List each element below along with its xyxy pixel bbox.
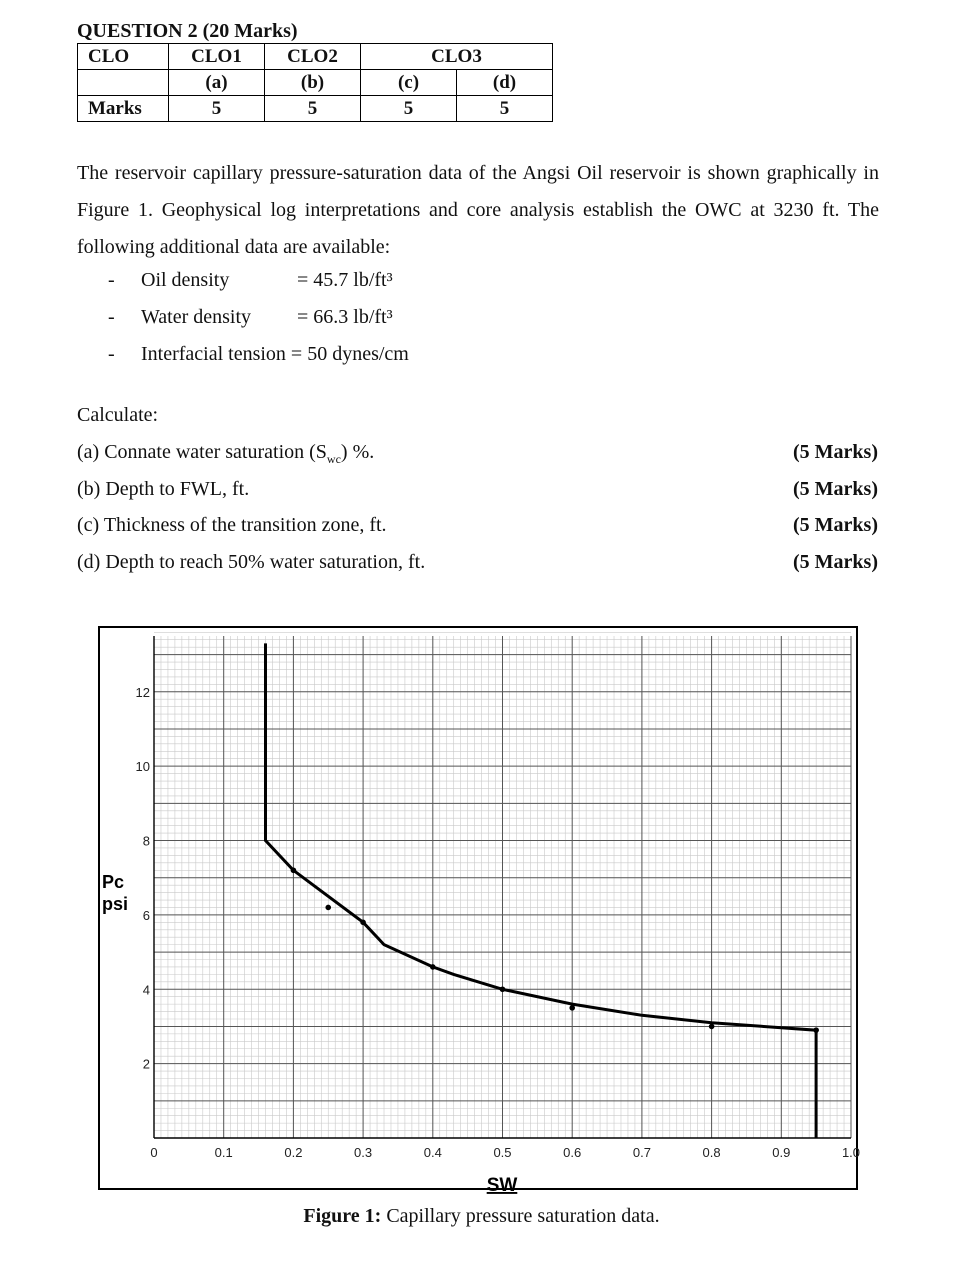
data-point bbox=[813, 1027, 819, 1033]
x-tick-label: 0.8 bbox=[702, 1145, 721, 1160]
table-cell: (b) bbox=[265, 70, 361, 96]
table-cell bbox=[78, 70, 169, 96]
table-row bbox=[78, 44, 553, 70]
y-tick-label: 2 bbox=[142, 1056, 150, 1072]
table-row bbox=[78, 70, 553, 96]
chart-svg bbox=[100, 628, 861, 1196]
x-tick-label: 0.2 bbox=[284, 1145, 303, 1160]
figure-caption: Figure 1: Capillary pressure saturation data. bbox=[303, 1205, 660, 1227]
data-point bbox=[500, 986, 506, 992]
x-tick-label: 0.3 bbox=[354, 1145, 373, 1160]
calc-marks-b: (5 Marks) bbox=[793, 478, 878, 500]
x-tick-label: 0.4 bbox=[423, 1145, 442, 1160]
table-cell: (c) bbox=[361, 70, 457, 96]
table-cell: 5 bbox=[169, 96, 265, 122]
x-tick-label: 0.9 bbox=[772, 1145, 791, 1160]
calc-item-b: (b) Depth to FWL, ft. bbox=[77, 478, 250, 500]
table-cell: (a) bbox=[169, 70, 265, 96]
y-tick-label: 12 bbox=[135, 684, 150, 700]
y-tick-label: 4 bbox=[142, 982, 150, 998]
calculate-title: Calculate: bbox=[77, 404, 159, 426]
table-cell: CLO1 bbox=[169, 44, 265, 70]
capillary-pressure-chart bbox=[98, 626, 861, 1196]
y-tick-label: 10 bbox=[135, 759, 150, 775]
y-axis-label-pc: Pc bbox=[102, 872, 125, 892]
data-point bbox=[325, 905, 331, 911]
table-cell: 5 bbox=[265, 96, 361, 122]
x-tick-label: 0.6 bbox=[563, 1145, 582, 1160]
bullet-label: Interfacial tension = 50 dynes/cm bbox=[141, 343, 409, 365]
intro-paragraph: The reservoir capillary pressure-saturation data of the Angsi Oil reservoir is shown graphically in Figure 1. Geophysical log interpretations and core analysis establish the OWC at 3230 ft. The following additional data are available: bbox=[77, 162, 879, 258]
calc-marks-c: (5 Marks) bbox=[793, 514, 878, 536]
question-heading: QUESTION 2 (20 Marks) bbox=[77, 20, 298, 42]
data-point bbox=[709, 1024, 715, 1030]
y-axis-label-psi: psi bbox=[102, 894, 129, 914]
calc-item-d: (d) Depth to reach 50% water saturation, ft. bbox=[77, 551, 426, 573]
table-cell: CLO bbox=[78, 44, 169, 70]
bullet-value: = 66.3 lb/ft³ bbox=[297, 306, 393, 328]
table-cell: 5 bbox=[361, 96, 457, 122]
x-tick-label: 0.5 bbox=[493, 1145, 512, 1160]
calc-marks-a: (5 Marks) bbox=[793, 441, 878, 463]
table-row bbox=[78, 96, 553, 122]
bullet-value: = 45.7 lb/ft³ bbox=[297, 269, 393, 291]
data-point bbox=[569, 1005, 575, 1011]
marks-table bbox=[77, 43, 553, 122]
bullet-label: Oil density bbox=[141, 269, 230, 291]
table-cell: Marks bbox=[78, 96, 169, 122]
x-axis-label: SW bbox=[486, 1175, 518, 1196]
data-point bbox=[291, 867, 297, 873]
table-cell: (d) bbox=[457, 70, 553, 96]
y-tick-label: 8 bbox=[142, 833, 150, 849]
data-point bbox=[360, 920, 366, 926]
table-cell: 5 bbox=[457, 96, 553, 122]
bullet-label: Water density bbox=[141, 306, 252, 328]
table-cell: CLO2 bbox=[265, 44, 361, 70]
calc-marks-d: (5 Marks) bbox=[793, 551, 878, 573]
x-tick-label: 0 bbox=[150, 1145, 158, 1160]
calc-item-c: (c) Thickness of the transition zone, ft. bbox=[77, 514, 387, 536]
x-tick-label: 0.7 bbox=[632, 1145, 651, 1160]
table-cell: CLO3 bbox=[361, 44, 553, 70]
x-tick-label: 0.1 bbox=[214, 1145, 233, 1160]
data-point bbox=[430, 964, 436, 970]
y-tick-label: 6 bbox=[142, 907, 150, 923]
x-tick-label: 1.0 bbox=[841, 1145, 861, 1160]
calc-item-a: (a) Connate water saturation $(S_{wc})$ %. bbox=[77, 441, 375, 466]
